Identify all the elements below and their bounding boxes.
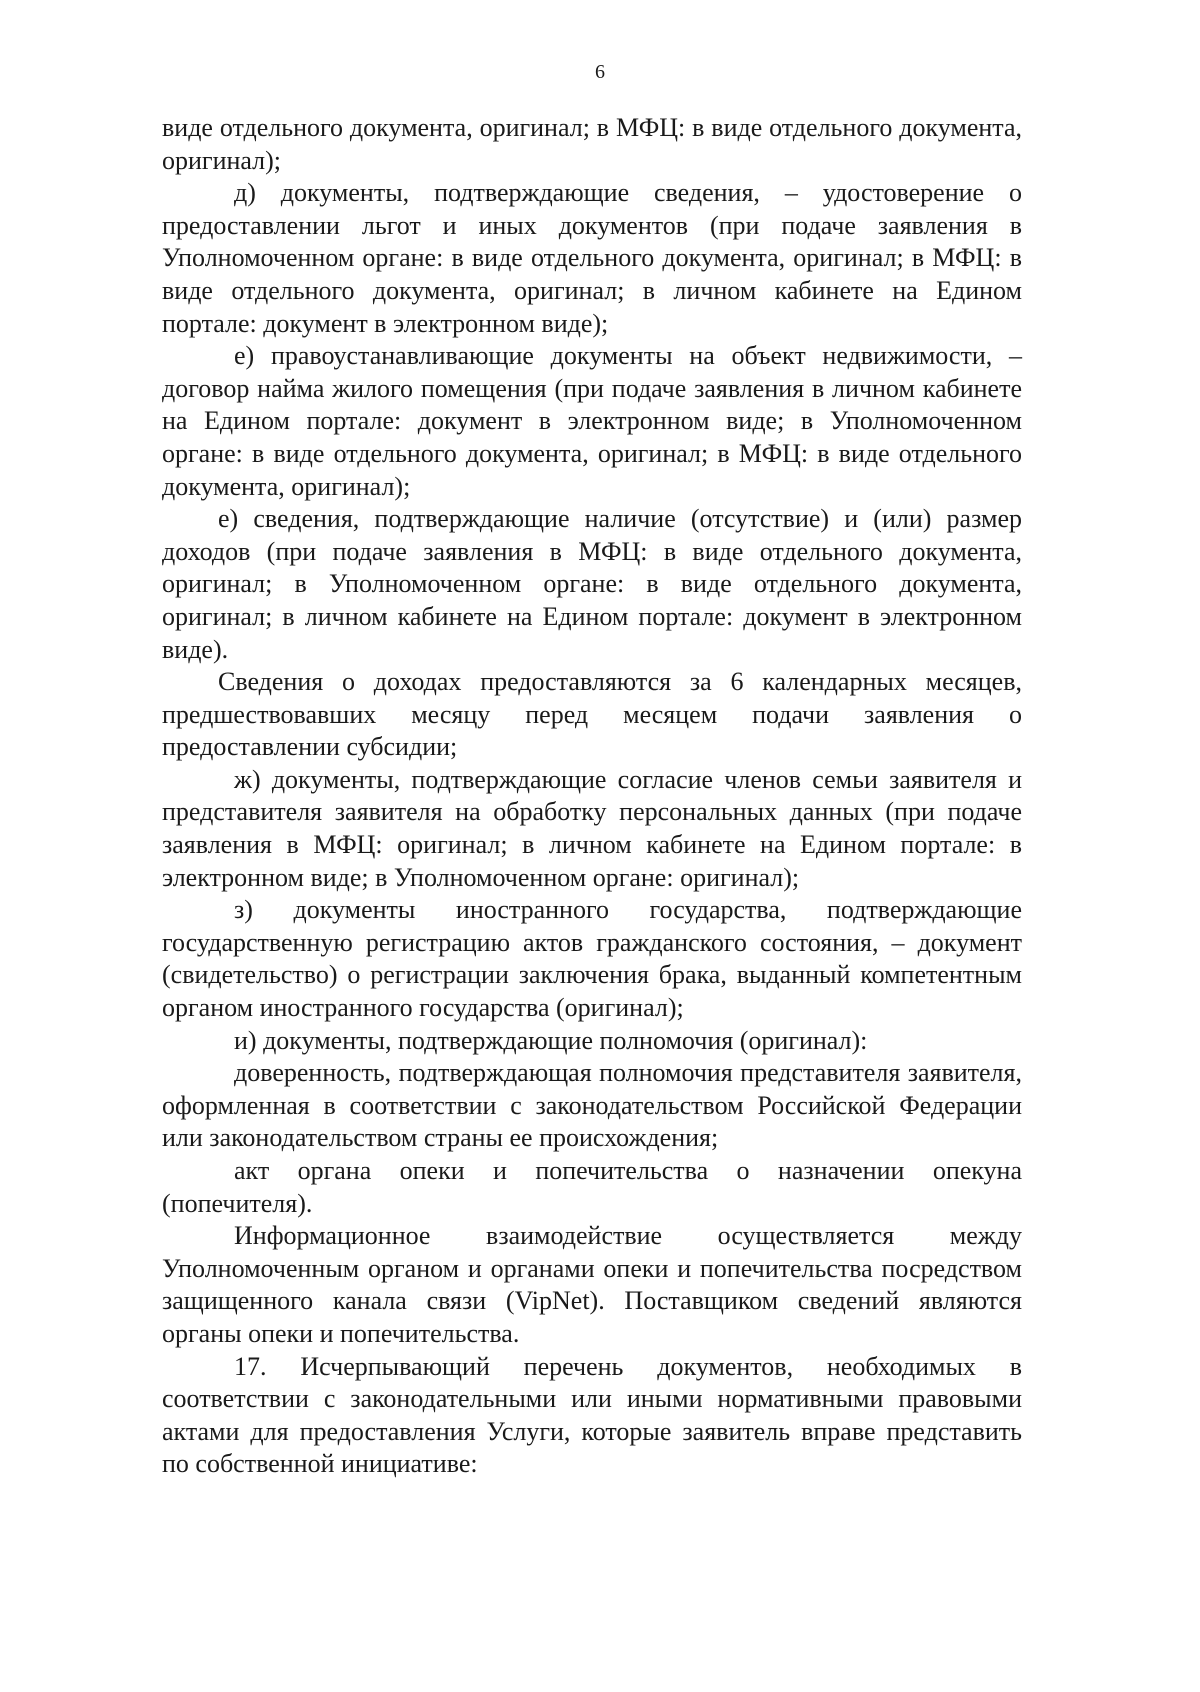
paragraph-guardianship-act: акт органа опеки и попечительства о назначении опекуна (попечителя). xyxy=(162,1156,1022,1218)
paragraph-section-17: 17. Исчерпывающий перечень документов, необходимых в соответствии с законодательными или иными нормативными правовыми актами для предоставления Услуги, которые заявитель вправе представить по собственной инициативе: xyxy=(162,1351,1022,1479)
paragraph-information-exchange: Информационное взаимодействие осуществляется между Уполномоченным органом и органами опеки и попечительства посредством защищенного канала связи (VipNet). Поставщиком сведений являются органы опеки и попечительства. xyxy=(162,1221,1022,1348)
paragraph-item-i: и) документы, подтверждающие полномочия (оригинал): xyxy=(234,1025,868,1055)
paragraph-item-d: д) документы, подтверждающие сведения, – удостоверение о предоставлении льгот и иных документов (при подаче заявления в Уполномоченном органе: в виде отдельного документа, оригинал; в МФЦ: в виде отдельного документа, оригинал; в личном кабинете на Едином портале: документ в электронном виде); xyxy=(162,178,1022,338)
paragraph-continuation: виде отдельного документа, оригинал; в МФЦ: в виде отдельного документа, оригинал); xyxy=(162,113,1022,175)
document-body xyxy=(162,112,1022,1481)
paragraph-item-e-property: е) правоустанавливающие документы на объект недвижимости, – договор найма жилого помещения (при подаче заявления в личном кабинете на Едином портале: документ в электронном виде; в Уполномоченном органе: в виде отдельного документа, оригинал; в МФЦ: в виде отдельного документа, оригинал); xyxy=(162,341,1022,501)
paragraph-item-zh: ж) документы, подтверждающие согласие членов семьи заявителя и представителя заявителя на обработку персональных данных (при подаче заявления в МФЦ: оригинал; в личном кабинете на Едином портале: в электронном виде; в Уполномоченном органе: оригинал); xyxy=(162,764,1022,892)
paragraph-item-e-income: е) сведения, подтверждающие наличие (отсутствие) и (или) размер доходов (при подаче заявления в МФЦ: в виде отдельного документа, оригинал; в Уполномоченном органе: в виде отдельного документа, оригинал; в личном кабинете на Едином портале: документ в электронном виде). xyxy=(162,504,1022,664)
paragraph-item-z: з) документы иностранного государства, подтверждающие государственную регистрацию актов гражданского состояния, – документ (свидетельство) о регистрации заключения брака, выданный компетентным органом иностранного государства (оригинал); xyxy=(162,895,1022,1023)
paragraph-income-period: Сведения о доходах предоставляются за 6 календарных месяцев, предшествовавших месяцу перед месяцем подачи заявления о предоставлении субсидии; xyxy=(162,667,1022,762)
page-number: 6 xyxy=(595,61,605,83)
paragraph-power-of-attorney: доверенность, подтверждающая полномочия представителя заявителя, оформленная в соответствии с законодательством Российской Федерации или законодательством страны ее происхождения; xyxy=(162,1058,1022,1153)
